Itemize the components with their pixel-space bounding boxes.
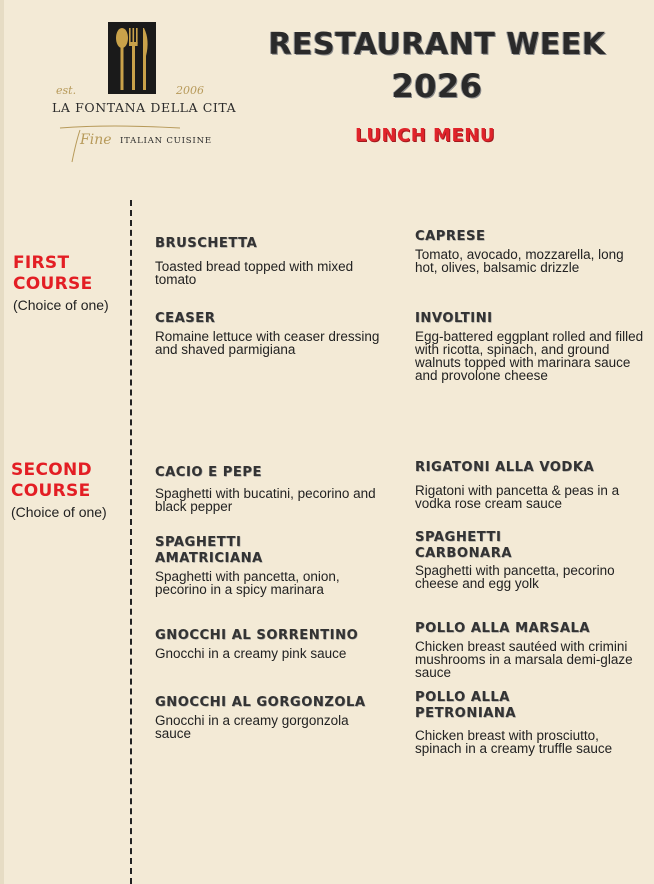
- menu-item: [415, 530, 555, 562]
- first-course-heading: [13, 253, 92, 295]
- page-title-year: 2026: [391, 67, 483, 105]
- menu-item: [415, 311, 647, 382]
- first-course-heading-line2: COURSE: [13, 274, 93, 294]
- menu-item-description: Gnocchi in a creamy pink sauce: [155, 646, 347, 661]
- menu-item-description: Toasted bread topped with mixed tomato: [155, 259, 354, 287]
- menu-item: [155, 465, 387, 513]
- menu-item: [155, 695, 387, 740]
- menu-subtitle: LUNCH MENU: [355, 125, 495, 146]
- menu-item-description: Chicken breast with prosciutto, spinach in a creamy truffle sauce: [415, 728, 613, 756]
- logo-est-text: est.: [56, 84, 77, 97]
- menu-item-description: Rigatoni with pancetta & peas in a vodka rose cream sauce: [415, 483, 620, 511]
- menu-item: [415, 460, 647, 510]
- menu-item-name: CAPRESE: [415, 229, 486, 244]
- menu-item-description: Spaghetti with pancetta, onion, pecorino in a spicy marinara: [155, 569, 340, 597]
- menu-item-description: Spaghetti with bucatini, pecorino and black pepper: [155, 486, 376, 514]
- menu-item-name: INVOLTINI: [415, 311, 493, 326]
- menu-item-name: SPAGHETTI AMATRICIANA: [155, 535, 263, 566]
- menu-item-description: Egg-battered eggplant rolled and filled with ricotta, spinach, and ground walnuts topped with marinara sauce and provolone cheese: [415, 329, 644, 383]
- restaurant-logo: [50, 22, 237, 167]
- menu-item-name: GNOCCHI AL SORRENTINO: [155, 628, 359, 643]
- menu-item-description: Tomato, avocado, mozzarella, long hot, olives, balsamic drizzle: [415, 247, 624, 275]
- menu-item-description: Romaine lettuce with ceaser dressing and shaved parmigiana: [155, 329, 380, 357]
- menu-item-name: CACIO E PEPE: [155, 465, 262, 480]
- menu-item-description: Spaghetti with pancetta, pecorino cheese and egg yolk: [415, 563, 615, 591]
- logo-year: 2006: [176, 84, 204, 97]
- menu-item-name: POLLO ALLA MARSALA: [415, 621, 591, 636]
- restaurant-name: LA FONTANA DELLA CITA: [52, 100, 237, 115]
- menu-item-description: Chicken breast sautéed with crimini mushrooms in a marsala demi-glaze sauce: [415, 639, 633, 680]
- page-edge: [0, 0, 4, 884]
- menu-item-name: BRUSCHETTA: [155, 236, 258, 251]
- second-course-heading-line1: SECOND: [11, 460, 92, 480]
- page-title: RESTAURANT WEEK: [268, 27, 606, 62]
- logo-fine-script: Fine: [80, 132, 112, 148]
- utensils-logo-icon: [108, 22, 156, 94]
- menu-item-description: Gnocchi in a creamy gorgonzola sauce: [155, 713, 349, 741]
- second-course-heading: [11, 460, 92, 502]
- second-course-note: (Choice of one): [11, 504, 107, 520]
- first-course-heading-line1: FIRST: [13, 253, 70, 273]
- logo-flourish-icon: [50, 122, 210, 167]
- menu-item-name: CEASER: [155, 311, 216, 326]
- dashed-divider: [130, 200, 132, 884]
- first-course-note: (Choice of one): [13, 297, 109, 313]
- menu-item: [155, 311, 387, 356]
- menu-item-name: RIGATONI ALLA VODKA: [415, 460, 595, 475]
- menu-item-name: SPAGHETTI CARBONARA: [415, 530, 512, 561]
- logo-cuisine-tagline: ITALIAN CUISINE: [120, 136, 212, 146]
- menu-item: [155, 628, 387, 660]
- menu-item: [415, 229, 647, 274]
- menu-item-name: GNOCCHI AL GORGONZOLA: [155, 695, 366, 710]
- menu-item: [155, 535, 315, 567]
- menu-item: [155, 236, 387, 286]
- menu-item-name: POLLO ALLA PETRONIANA: [415, 690, 517, 721]
- menu-item: [415, 690, 555, 722]
- second-course-heading-line2: COURSE: [11, 481, 91, 501]
- menu-item: [415, 621, 647, 679]
